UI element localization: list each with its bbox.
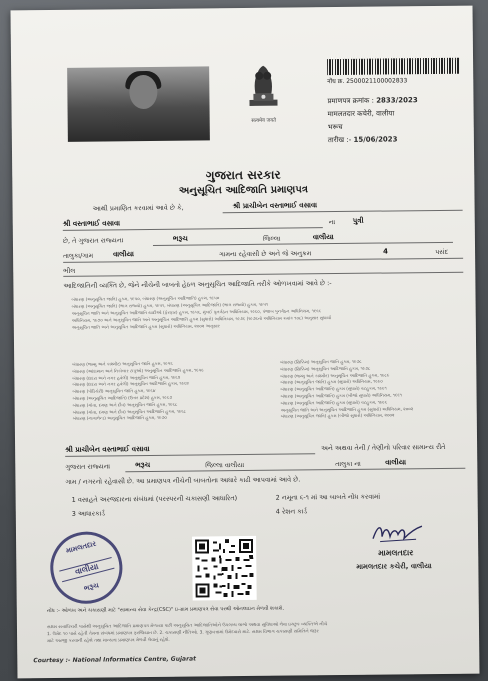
recognition-text: આદિજાતિની વ્યક્તિ છે, જેને નીચેની બાબતો હેઠળ અનુસૂચિત આદિજાતિ તરીકે ઓળખવામાં આવે છે :-	[63, 279, 332, 290]
tribe-row-label: ભીલ	[63, 266, 76, 275]
basis-item: 2 નમૂના ૬-૧ માં આ બાબતે નોંધ કરવામાં	[275, 492, 381, 502]
instruction-line: સક્ષમ સત્તાધિકારી પાસેથી અનુસૂચિત આદિજાતિ પ્રમાણપત્ર મેળવ્યા પછી અનુસૂચિત આદિજાતિઓને ઉપલબ્ધ લાભો અથવા સુવિધાઓ લેવા ઇચ્છુક વ્યક્તિએ નીચે	[46, 622, 328, 631]
res-state-prefix: ગુજરાત રાજ્યના	[65, 462, 111, 471]
applicant-name-top: શ્રી પ્રાચીબેન વસ્તાભાઈ વસાવા	[232, 201, 318, 211]
order-item: બંધારણ (નાગાલેન્ડ) અનુસૂચિત આદિજાતિ હુકમ, ૧૯૭૦	[72, 415, 167, 422]
order-item: બંધારણ (દાદરા અને નગર હવેલી) અનુસૂચિત આદિજાતિ હુકમ, ૧૯૬૨	[72, 380, 189, 388]
order-item: બંધારણ (ગોવા, દમણ અને દીવ) અનુસૂચિત જાતિ હુકમ, ૧૯૬૮	[72, 401, 178, 408]
cert-number-value: 2833/2023	[376, 96, 418, 105]
fine-print-line: અનુસૂચિત જાતિ અને અનુસૂચિત આદિજાતિ યાદીઓ (ફેરફાર) હુકમ, ૧૯૫૬, મુંબઈ પુનર્ગઠન અધિનિયમ, ૧૯૬૦, પંજાબ પુનર્ગઠન અધિનિયમ, ૧૯૬૬	[71, 308, 322, 316]
relation-label: ના	[328, 218, 336, 227]
date-value: 15/06/2023	[353, 135, 398, 144]
res-taluka-label: તાલુકા ના	[335, 459, 361, 469]
order-item: બંધારણ (જમ્મુ અને કાશ્મીર) અનુસૂચિત આદિજાતિ હુકમ, ૧૯૮૯	[280, 372, 390, 379]
bottom-note: નોંધ :- ઓળખ અને ચકાસણી માટે "સામાન્ય સેવા કેન્દ્ર(CSC)" ઇ-ગ્રામ પ્રમાણપત્ર સેવા પરથી ઓનલાઇન મેળવી શકાશે.	[46, 605, 285, 615]
signatory-title: મામલતદાર	[378, 548, 414, 558]
order-item: બંધારણ (અનુસૂચિત આદિજાતિ) હુકમ (સુધારો) વટહુકમ, ૧૯૯૬	[280, 399, 388, 406]
fine-print-line: બંધારણ (અનુસૂચિત જાતિ) (ભાગ રાજ્યો) હુકમ, ૧૯૫૧, બંધારણ (અનુસૂચિત આદિજાતિ) (ભાગ રાજ્યો) હુકમ, ૧૯૫૧	[71, 301, 269, 309]
order-item: બંધારણ (પોંડિચેરી) અનુસૂચિત જાતિ હુકમ, ૧૯૬૪	[72, 388, 156, 394]
barcode-number: नोंध क्र. 2500021100002833	[327, 77, 408, 86]
national-emblem-icon	[243, 62, 284, 114]
basis-item: 3 આધારકાર્ડ	[71, 509, 105, 518]
barcode	[327, 58, 459, 75]
certificate-sheet	[11, 6, 480, 679]
res-line-2: ગામ / નગરનો રહેવાસી છે. આ પ્રમાણપત્ર નીચેની બાબતોના આધારે કાઢી આપવામાં આવે છે.	[65, 475, 301, 486]
holder-name: શ્રી પ્રાચીબેન વસ્તાભાઈ વસાવા	[65, 445, 150, 454]
signature-icon	[370, 520, 424, 547]
order-item: બંધારણ (અનુસૂચિત જાતિ) હુકમ (સુધારો) અધિનિયમ, ૧૯૯૦	[280, 378, 383, 386]
rule-5	[63, 272, 463, 277]
certificate-meta	[327, 94, 418, 147]
schedule-text: ગામના રહેવાસી છે અને જે અનુક્રમ	[219, 249, 312, 259]
basis-item: 1 વસાહતે અરજદારના સંબંધમાં (પરસ્પરની ચકાસણી આધારિત)	[71, 494, 238, 504]
office-line-1: मामलतदार कचेरी, वालीया	[327, 109, 395, 119]
certificate-content	[21, 20, 470, 669]
basis-item: 4 રેશન કાર્ડ	[275, 507, 308, 516]
rule-3	[153, 242, 453, 246]
schedule-suffix: પસંદ	[435, 247, 449, 257]
applicant-photo	[67, 66, 210, 141]
district-name: ભરૂચ	[172, 234, 188, 243]
order-item: બંધારણ (સિક્કિમ) અનુસૂચિત આદિજાતિ હુકમ, ૧૯૭૮	[280, 365, 371, 372]
emblem-motto: सत्यमेव जयते	[251, 117, 276, 124]
order-item: બંધારણ (આંદામાન અને નિકોબાર ટાપુઓ) અનુસૂચિત આદિજાતિ હુકમ, ૧૯૫૯	[72, 367, 204, 374]
fine-print-block	[72, 293, 332, 331]
order-item: બંધારણ (અનુસૂચિત જાતિ) હુકમ (બીજો સુધારો) અધિનિયમ, ૨૦૦૨	[280, 412, 395, 420]
instructions-block	[47, 621, 328, 645]
orders-right-column	[280, 358, 413, 421]
village-name: વાલીયા	[113, 250, 134, 259]
order-item: બંધારણ (અનુસૂચિત આદિજાતિ) (ઉત્તર પ્રદેશ) હુકમ, ૧૯૬૭	[72, 394, 173, 401]
intro-line: આથી પ્રમાણિત કરવામાં આવે છે કે,	[92, 203, 184, 213]
fine-print-line: બંધારણ (અનુસૂચિત જાતિ) હુકમ, ૧૯૫૦, બંધારણ (અનુસૂચિત આદિજાતિ) હુકમ, ૧૯૫૦	[71, 295, 220, 302]
instruction-line: 1. ઉમેદ ૧૦ પાસે રહેતી તેમના સંબંધમાં પ્રમાણપત્ર ફરજિયાત છે. 2. ચકાસણી નીતિઓ. 3. ગુણવત્તામાં ઉમેદવારો માટે. સક્ષમ વિભાગ ચકાસણી સમિતિને જરૂર	[47, 629, 319, 638]
order-item: બંધારણ (જમ્મુ અને કાશ્મીર) અનુસૂચિત જાતિ હુકમ, ૧૯૫૬	[72, 360, 173, 367]
rule-7	[125, 468, 465, 473]
signatory-office: મામલતદાર કચેરી, વાલીયા	[356, 562, 432, 571]
cert-number-label: प्रमाणपत्र क्रमांक :	[327, 96, 374, 106]
order-item: બંધારણ (અનુસૂચિત આદિજાતિ) હુકમ (સુધારો) વટહુકમ, ૧૯૯૧	[280, 385, 387, 392]
stamp-top-text: મામલતદાર	[65, 539, 97, 556]
parent-name: શ્રી વસ્તાભાઈ વસાવા	[62, 219, 121, 228]
schedule-number: 4	[383, 247, 388, 256]
order-item: બંધારણ (સિક્કિમ) અનુસૂચિત જાતિ હુકમ, ૧૯૭૮	[280, 358, 362, 365]
taluka-name: વાલીયા	[312, 233, 334, 242]
title-certificate: અનુસૂચિત આદિજાતિ પ્રમાણપત્ર	[178, 184, 309, 197]
orders-left-column	[72, 360, 204, 423]
order-item: અનુસૂચિત જાતિ અને અનુસૂચિત આદિજાતિ હુકમ (સુધારો) અધિનિયમ, ૨૦૦૨	[280, 405, 414, 413]
stamp-mid-text: વાલીયા	[59, 557, 114, 582]
title-government: ગુજરાત સરકાર	[205, 167, 281, 183]
official-seal-stamp	[42, 524, 130, 612]
date-label: तारीख :-	[327, 135, 352, 145]
holder-suffix: અને અથવા તેની / તેણીનો પરિવાર સામાન્ય રીતે	[321, 442, 446, 453]
qr-code	[192, 536, 257, 601]
district-label: જિલ્લા	[262, 234, 281, 243]
res-taluka: વાલીયા	[385, 458, 407, 467]
taluka-label: તાલુકા/ગામ	[63, 251, 94, 260]
state-line-prefix: છે, તે ગુજરાત રાજ્યના	[62, 236, 124, 245]
relation-value: પુત્રી	[352, 216, 364, 225]
res-district: ભરૂચ	[135, 460, 151, 470]
courtesy-footer: Courtesy :- National Informatics Centre, Gujarat	[33, 655, 197, 665]
fine-print-line: અધિનિયમ, ૧૯૭૦ અને અનુસૂચિત જાતિ અને અનુસૂચિત આદિજાતિ હુકમ (સુધારો) અધિનિયમ, ૧૯૭૬ (૧૯૭૬નો અધિનિયમ ક્રમાંક ૧૦૮) અનુસાર સુધાર્યા	[71, 315, 332, 323]
res-district-label: જિલ્લા વાલીયા	[205, 461, 245, 470]
order-item: બંધારણ (અનુસૂચિત આદિજાતિ) હુકમ (બીજો સુધારો) અધિનિયમ, ૧૯૯૧	[280, 392, 403, 399]
office-line-2: भरूच	[327, 122, 343, 132]
order-item: બંધારણ (દાદરા અને નગર હવેલી) અનુસૂચિત જાતિ હુકમ, ૧૯૬૨	[72, 374, 181, 381]
photo-face-shape	[129, 75, 157, 109]
fine-print-line: અનુસૂચિત જાતિ અને અનુસૂચિત આદિજાતિ હુકમ (સુધારો) અધિનિયમ, ૨૦૦૨ અનુસાર	[71, 323, 220, 330]
order-item: બંધારણ (ગોવા, દમણ અને દીવ) અનુસૂચિત આદિજાતિ હુકમ, ૧૯૬૮	[72, 408, 187, 415]
instruction-line: માટે અરજી કરવાની રહેશે તથા માન્યતા પ્રમાણપત્ર મેળવી લેવાનું રહેશે.	[47, 637, 170, 645]
stamp-bottom-text: ભરૂચ	[83, 581, 100, 593]
